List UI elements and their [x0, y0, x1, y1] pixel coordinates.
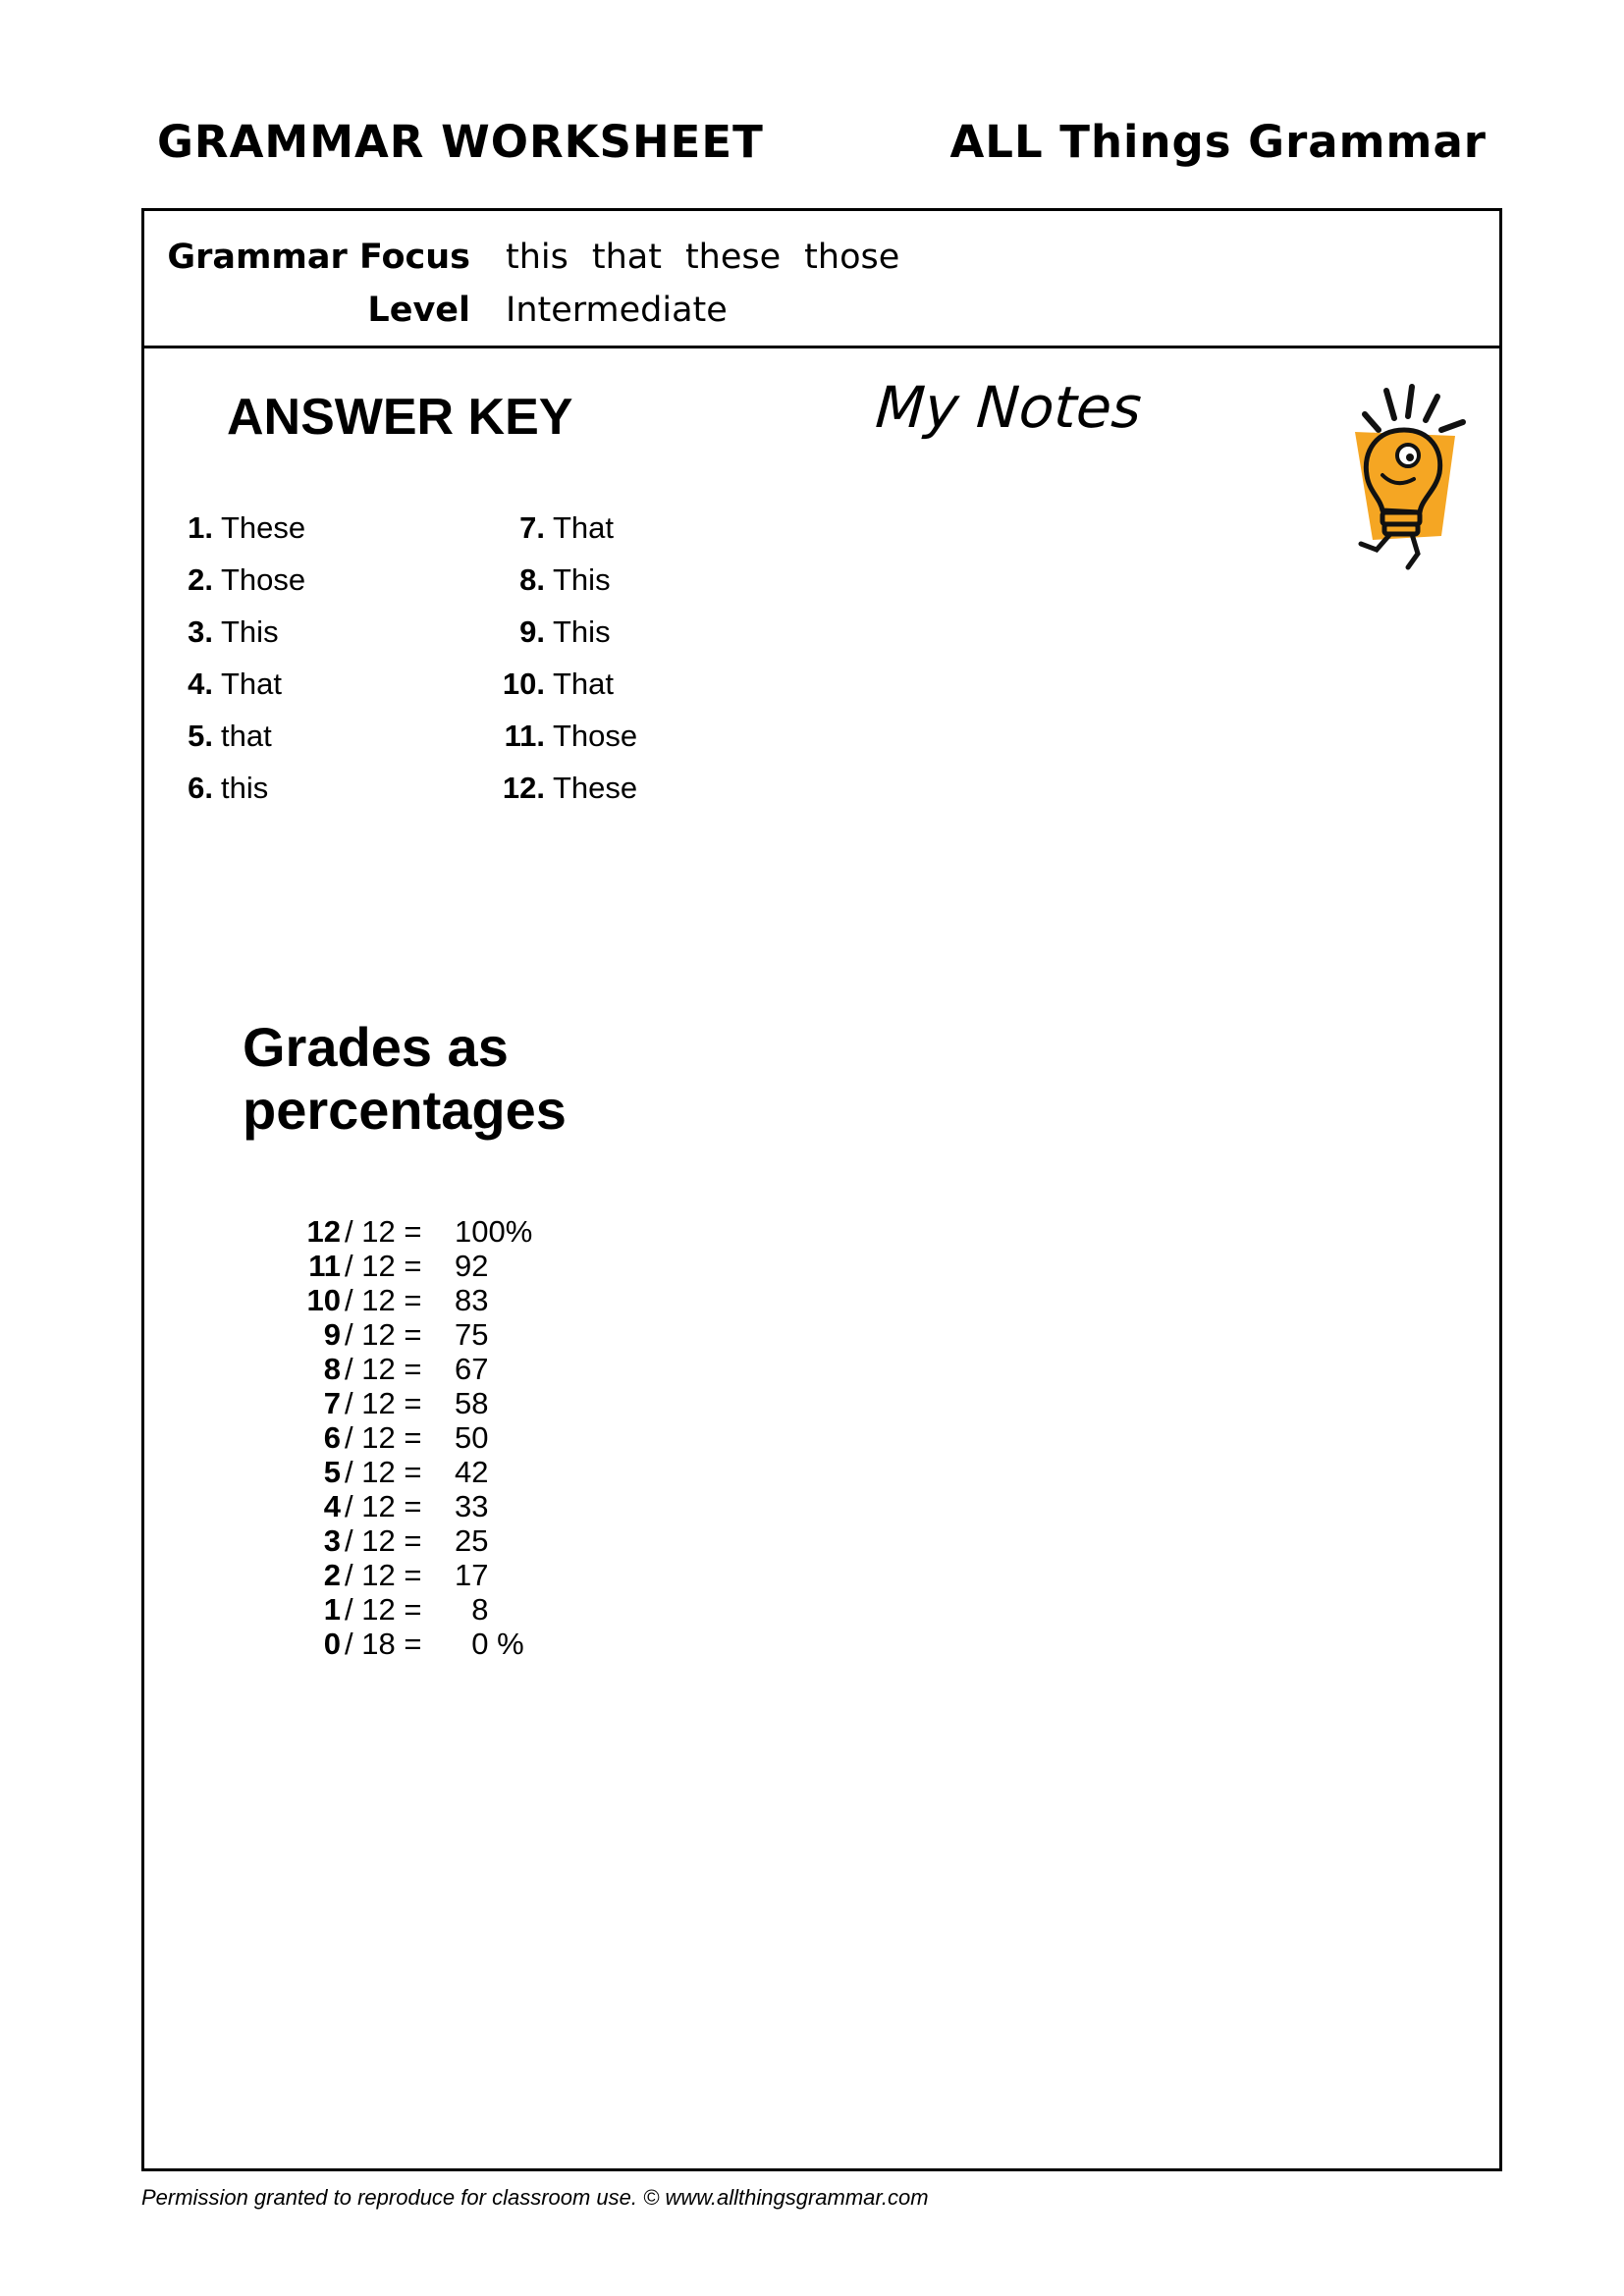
denominator-cell: / 12 =: [345, 1386, 422, 1420]
percent-cell: 0 %: [455, 1627, 524, 1661]
answer-number: 3.: [188, 614, 213, 649]
percent-cell: 50: [455, 1420, 489, 1455]
answer-number: 4.: [188, 667, 213, 701]
answer-word: This: [553, 614, 611, 649]
denominator-cell: / 18 =: [345, 1627, 422, 1661]
grammar-focus-label: Grammar Focus: [167, 238, 470, 277]
percent-cell: 100%: [455, 1214, 533, 1249]
score-cell: 10: [306, 1283, 341, 1317]
denominator-cell: / 12 =: [345, 1352, 422, 1386]
answer-number: 2.: [188, 562, 213, 597]
denominator-cell: / 12 =: [345, 1455, 422, 1489]
answer-word: Those: [553, 719, 638, 753]
answer-number: 8.: [519, 562, 545, 597]
denominator-cell: / 12 =: [345, 1317, 422, 1352]
grammar-focus-row: [144, 238, 1499, 285]
answer-word: that: [221, 719, 272, 753]
denominator-cell: / 12 =: [345, 1592, 422, 1627]
focus-word: this: [506, 238, 568, 277]
lightbulb-character-icon: [1347, 381, 1485, 577]
grades-title-line: Grades as: [243, 1016, 509, 1078]
answer-number: 11.: [504, 719, 545, 753]
answer-number: 1.: [188, 510, 213, 545]
focus-word: these: [684, 238, 782, 277]
score-cell: 0: [323, 1627, 341, 1661]
level-label: Level: [367, 291, 470, 330]
score-cell: 8: [323, 1352, 341, 1386]
percent-cell: 75: [455, 1317, 489, 1352]
score-cell: 11: [308, 1249, 341, 1283]
answer-word: That: [553, 510, 615, 545]
worksheet-frame: [141, 208, 1502, 2171]
percent-cell: 58: [455, 1386, 489, 1420]
answer-word: That: [221, 667, 283, 701]
answer-word: Those: [221, 562, 306, 597]
level-row: [144, 291, 1499, 338]
score-cell: 12: [306, 1214, 341, 1249]
focus-word: that: [591, 238, 662, 277]
percent-cell: 92: [455, 1249, 489, 1283]
answer-key-title: ANSWER KEY: [227, 389, 573, 446]
answer-number: 9.: [519, 614, 545, 649]
percent-cell: 8: [455, 1592, 489, 1627]
answer-word: These: [553, 771, 638, 805]
my-notes-title: My Notes: [873, 374, 1144, 441]
worksheet-title: GRAMMAR WORKSHEET: [157, 116, 764, 168]
footer-permission: Permission granted to reproduce for classroom use. © www.allthingsgrammar.com: [141, 2185, 929, 2210]
answer-word: This: [553, 562, 611, 597]
score-cell: 6: [323, 1420, 341, 1455]
percent-cell: 42: [455, 1455, 489, 1489]
answer-word: this: [221, 771, 269, 805]
percent-cell: 33: [455, 1489, 489, 1523]
denominator-cell: / 12 =: [345, 1489, 422, 1523]
denominator-cell: / 12 =: [345, 1249, 422, 1283]
answer-number: 12.: [502, 771, 545, 805]
percent-cell: 25: [455, 1523, 489, 1558]
denominator-cell: / 12 =: [345, 1558, 422, 1592]
score-cell: 5: [323, 1455, 341, 1489]
score-cell: 4: [323, 1489, 341, 1523]
score-cell: 3: [323, 1523, 341, 1558]
answer-word: That: [553, 667, 615, 701]
info-table: [144, 211, 1499, 348]
score-cell: 1: [323, 1592, 341, 1627]
denominator-cell: / 12 =: [345, 1523, 422, 1558]
score-cell: 7: [323, 1386, 341, 1420]
grades-title-line: percentages: [243, 1079, 567, 1141]
answer-number: 6.: [188, 771, 213, 805]
answer-number: 7.: [519, 510, 545, 545]
grades-title: [243, 1016, 567, 1142]
percent-cell: 17: [455, 1558, 489, 1592]
score-cell: 2: [323, 1558, 341, 1592]
denominator-cell: / 12 =: [345, 1420, 422, 1455]
answer-word: This: [221, 614, 279, 649]
denominator-cell: / 12 =: [345, 1283, 422, 1317]
percent-cell: 67: [455, 1352, 489, 1386]
answer-word: These: [221, 510, 306, 545]
answer-number: 10.: [502, 667, 545, 701]
denominator-cell: / 12 =: [345, 1214, 422, 1249]
brand-title: ALL Things Grammar: [949, 116, 1487, 168]
score-cell: 9: [323, 1317, 341, 1352]
grammar-focus-value: [506, 238, 923, 277]
focus-word: those: [804, 238, 900, 277]
answer-number: 5.: [188, 719, 213, 753]
level-value: Intermediate: [506, 291, 728, 330]
percent-cell: 83: [455, 1283, 489, 1317]
